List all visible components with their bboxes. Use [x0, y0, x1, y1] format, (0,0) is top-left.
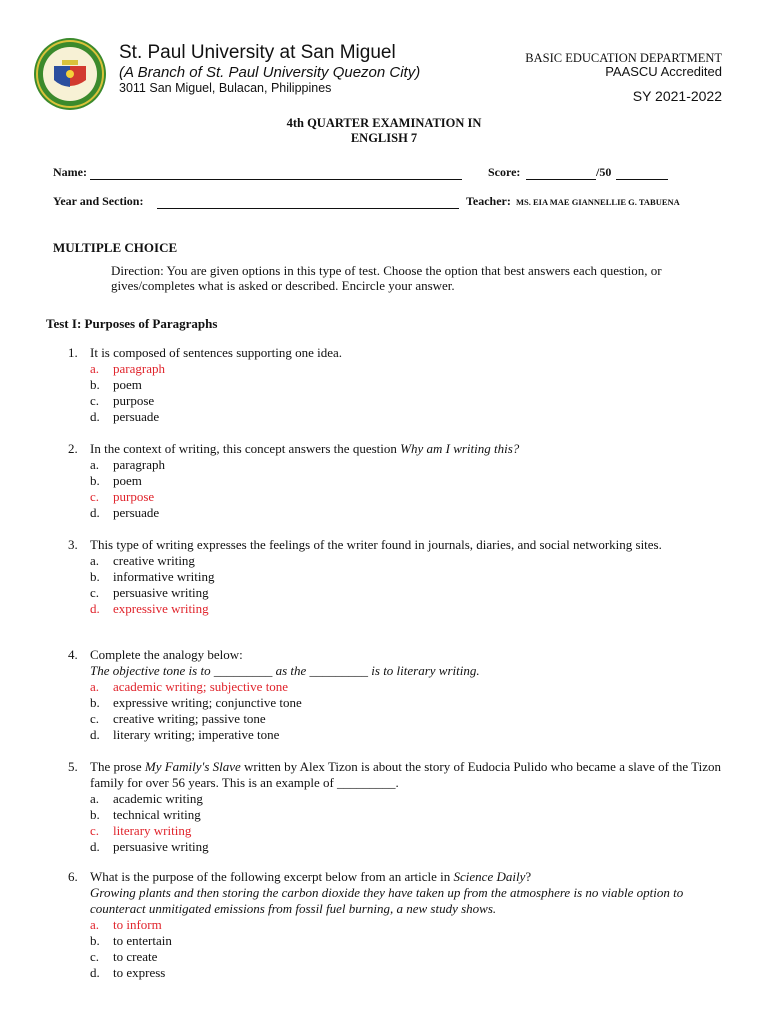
question-number: 5.	[68, 759, 78, 774]
question-2	[68, 441, 728, 521]
school-year: SY 2021-2022	[632, 88, 722, 104]
university-branch: (A Branch of St. Paul University Quezon City)	[119, 64, 421, 81]
university-address: 3011 San Miguel, Bulacan, Philippines	[119, 81, 332, 95]
option-b[interactable]: b. poem	[90, 377, 142, 392]
analogy-text: The objective tone is to _________ as the _________ is to literary writing.	[90, 663, 480, 678]
university-name: St. Paul University at San Miguel	[119, 42, 396, 63]
option-a[interactable]: a. academic writing	[90, 791, 203, 806]
name-label: Name:	[53, 165, 87, 179]
university-seal-logo	[32, 36, 108, 112]
option-a[interactable]: a. creative writing	[90, 553, 195, 568]
option-a[interactable]: a. paragraph	[90, 361, 165, 376]
question-number: 1.	[68, 345, 78, 360]
score-label: Score:	[488, 165, 521, 179]
exam-title-line1: 4th QUARTER EXAMINATION IN	[286, 116, 482, 130]
question-stem: In the context of writing, this concept answers the question Why am I writing this?	[90, 441, 520, 456]
option-b[interactable]: b. to entertain	[90, 933, 172, 948]
score-field-line-end	[616, 167, 668, 180]
option-c[interactable]: c. persuasive writing	[90, 585, 209, 600]
option-c[interactable]: c. creative writing; passive tone	[90, 711, 266, 726]
option-list	[90, 791, 728, 855]
option-b[interactable]: b. expressive writing; conjunctive tone	[90, 695, 302, 710]
question-stem: The prose My Family's Slave written by Alex Tizon is about the story of Eudocia Pulido who became a slave of the Tizon family for over 56 years. This is an example of _________.	[90, 759, 722, 790]
question-stem: It is composed of sentences supporting one idea.	[90, 345, 342, 360]
department-name: BASIC EDUCATION DEPARTMENT	[525, 51, 722, 65]
question-4	[68, 647, 728, 743]
option-d[interactable]: d. expressive writing	[90, 601, 209, 616]
question-number: 2.	[68, 441, 78, 456]
question-stem: Complete the analogy below:	[90, 647, 243, 662]
teacher-label: Teacher:	[466, 194, 511, 208]
option-d[interactable]: d. literary writing; imperative tone	[90, 727, 280, 742]
exam-title	[0, 116, 768, 146]
option-d[interactable]: d. persuade	[90, 409, 160, 424]
exam-title-line2: ENGLISH 7	[350, 131, 418, 145]
score-total: /50	[596, 165, 612, 179]
test-title: Test I: Purposes of Paragraphs	[46, 316, 218, 331]
year-section-field-line[interactable]	[157, 196, 459, 209]
section-title: MULTIPLE CHOICE	[53, 240, 178, 255]
question-5	[68, 759, 728, 855]
option-list	[90, 917, 728, 981]
option-b[interactable]: b. technical writing	[90, 807, 201, 822]
option-c[interactable]: c. literary writing	[90, 823, 192, 838]
option-c[interactable]: c. purpose	[90, 489, 155, 504]
question-number: 3.	[68, 537, 78, 552]
option-b[interactable]: b. poem	[90, 473, 142, 488]
accreditation: PAASCU Accredited	[605, 64, 722, 79]
excerpt-text: Growing plants and then storing the carbon dioxide they have taken up from the atmosphere is no viable option to counteract unmitigated emissions from fossil fuel burning, a new study shows.	[90, 885, 684, 916]
option-a[interactable]: a. academic writing; subjective tone	[90, 679, 289, 694]
option-list	[90, 457, 728, 521]
option-list	[90, 553, 728, 617]
option-d[interactable]: d. persuade	[90, 505, 160, 520]
question-3	[68, 537, 728, 617]
option-c[interactable]: c. purpose	[90, 393, 155, 408]
option-list	[90, 361, 728, 425]
question-number: 6.	[68, 869, 78, 884]
score-field-line[interactable]	[526, 167, 596, 180]
question-1	[68, 345, 728, 425]
question-6	[68, 869, 728, 981]
name-field-line[interactable]	[90, 167, 462, 180]
option-d[interactable]: d. to express	[90, 965, 166, 980]
option-a[interactable]: a. to inform	[90, 917, 162, 932]
option-b[interactable]: b. informative writing	[90, 569, 215, 584]
question-number: 4.	[68, 647, 78, 662]
question-stem: This type of writing expresses the feelings of the writer found in journals, diaries, and social networking sites.	[90, 537, 662, 552]
option-d[interactable]: d. persuasive writing	[90, 839, 209, 854]
teacher-name: MS. EIA MAE GIANNELLIE G. TABUENA	[516, 197, 680, 207]
directions-text: Direction: You are given options in this type of test. Choose the option that best answers each question, or gives/completes what is asked or described. Encircle your answer.	[111, 263, 662, 293]
question-stem: What is the purpose of the following excerpt below from an article in Science Daily?	[90, 869, 532, 884]
option-list	[90, 679, 728, 743]
option-c[interactable]: c. to create	[90, 949, 158, 964]
option-a[interactable]: a. paragraph	[90, 457, 165, 472]
year-section-label: Year and Section:	[53, 194, 144, 208]
